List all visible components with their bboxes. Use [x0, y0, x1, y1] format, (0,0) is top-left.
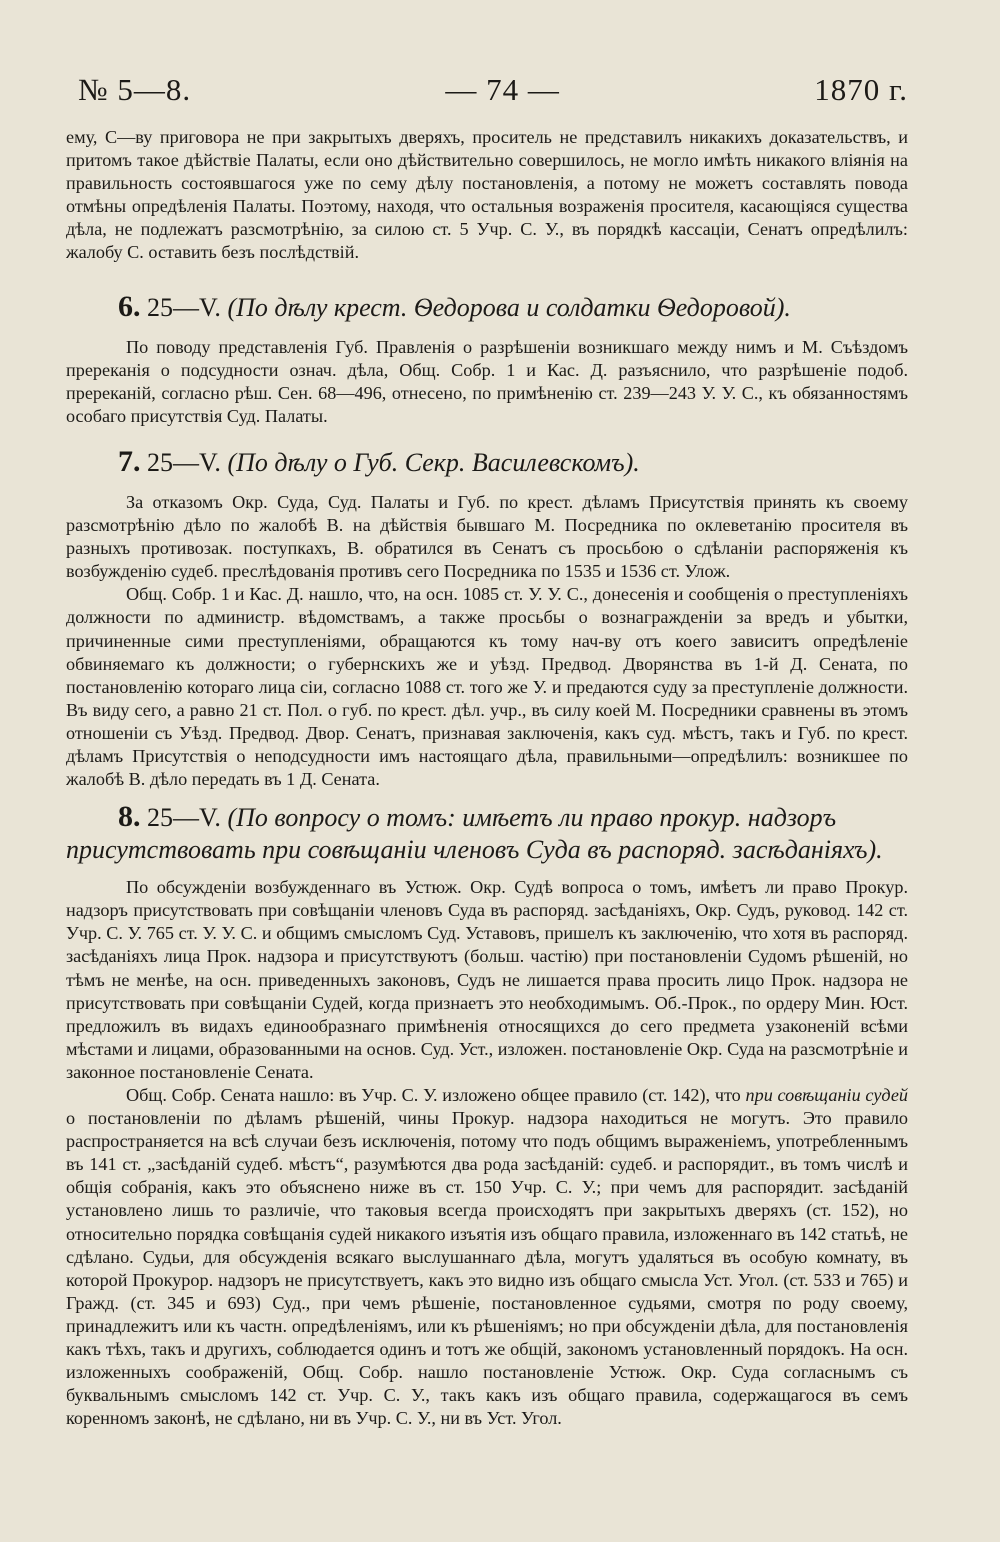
- emphasized-text: при совѣщаніи судей: [745, 1085, 908, 1105]
- section-7-paragraph-1: За отказомъ Окр. Суда, Суд. Палаты и Губ. по крест. дѣламъ Присутствія принять къ своему разсмотрѣнію дѣло по жалобѣ В. на дѣйствія бывшаго М. Посредника по оклеветанію просителя въ разныхъ противозак. поступкахъ, В. обратился въ Сенатъ съ просьбою о сдѣланіи распоряженія къ возбужденію судеб. преслѣдованія противъ сего Посредника по 1535 и 1536 ст. Улож.: [66, 491, 908, 582]
- section-heading-8: [66, 801, 908, 866]
- page-number: — 74 —: [445, 72, 560, 107]
- section-8-paragraph-1: По обсужденіи возбужденнаго въ Устюж. Окр. Судѣ вопроса о томъ, имѣетъ ли право Прокур. надзоръ присутствовать при совѣщаніи членовъ Суда въ распоряд. засѣданіяхъ, Окр. Судъ, руковод. 142 ст. Учр. С. У. 765 ст. У. У. С. и общимъ смысломъ Суд. Уставовъ, пришелъ къ заключенію, что хотя въ распоряд. засѣданіяхъ лица Прок. надзора и присутствуютъ (больш. частію) при постановленіи Судомъ рѣшеній, но тѣмъ не менѣе, на осн. приведенныхъ законовъ, Судъ не лишается права просить лицо Прок. надзора не присутствовать при совѣщаніи Судей, когда признаетъ это необходимымъ. Об.-Прок., по ордеру Мин. Юст. предложилъ въ видахъ единообразнаго примѣненія относящихся до сего предмета узаконеній всѣми мѣстами и лицами, образованными на основ. Суд. Уст., изложен. постановленіе Окр. Суда на разсмотрѣніе и законное постановленіе Сената.: [66, 877, 908, 1082]
- section-number: 7.: [118, 444, 141, 478]
- section-date: 25—V.: [140, 803, 228, 833]
- section-date: 25—V.: [140, 447, 228, 477]
- issue-number: № 5—8.: [78, 72, 192, 107]
- section-heading-6: [66, 291, 908, 324]
- paragraph-text: Общ. Собр. Сената нашло: въ Учр. С. У. изложено общее правило (ст. 142), что: [126, 1085, 746, 1105]
- section-title: (По дѣлу крест. Ѳедорова и солдатки Ѳедоровой).: [227, 292, 791, 322]
- section-title: (По вопросу о томъ: имѣетъ ли право прокур. надзоръ присутствовать при совѣщаніи членовъ Суда въ распоряд. засѣданіяхъ).: [66, 803, 883, 865]
- section-title: (По дѣлу о Губ. Секр. Василевскомъ).: [227, 447, 640, 477]
- paragraph-text: о постановленіи по дѣламъ рѣшеній, чины Прокур. надзора находиться не могутъ. Это правило распространяется на всѣ случаи безъ исключенія, потому что подъ общимъ выраженіемъ, употребленнымъ въ 141 ст. „засѣданій судеб. мѣстъ“, разумѣются два рода засѣданій: судеб. и распорядит., въ томъ числѣ и общія собранія, какъ это объяснено ниже въ ст. 150 Учр. С. У.; при чемъ для распорядит. засѣданій установлено лишь то различіе, что таковыя всегда происходятъ при закрытыхъ дверяхъ (ст. 152), но относительно порядка совѣщанія судей никакого изъятія изъ общаго правила, изложеннаго въ 142 статьѣ, не сдѣлано. Судьи, для обсужденія всякаго выслушаннаго дѣла, могутъ удаляться въ особую комнату, въ которой Прокурор. надзоръ не присутствуетъ, какъ это видно изъ общаго смысла Уст. Угол. (ст. 533 и 765) и Гражд. (ст. 345 и 693) Суд., при чемъ рѣшеніе, постановленное судьями, смотря по роду своему, принадлежитъ или къ частн. опредѣленіямъ, или къ рѣшеніямъ; но при обсужденіи дѣла, для постановленія какъ тѣхъ, такъ и другихъ, соблюдается одинъ и тотъ же общій, закономъ установленный порядокъ. На осн. изложенныхъ соображеній, Общ. Собр. нашло постановленіе Устюж. Окр. Суда согласнымъ съ буквальнымъ смысломъ 142 ст. Учр. С. У., такъ какъ изъ общаго правила, содержащагося въ семъ коренномъ законѣ, не сдѣлано, ни въ Учр. С. У., ни въ Уст. Угол.: [66, 1108, 908, 1429]
- year: 1870 г.: [814, 72, 908, 107]
- section-7-paragraph-2: Общ. Собр. 1 и Кас. Д. нашло, что, на осн. 1085 ст. У. У. С., донесенія и сообщенія о преступленіяхъ должности по администр. вѣдомствамъ, а также просьбы о вознагражденіи за вредъ и убытки, причиненные сими преступленіями, обращаются къ тому нач-ву отъ коего зависитъ опредѣленіе обвиняемаго къ должности; о губернскихъ же и уѣзд. Предвод. Дворянства въ 1-й Д. Сената, по постановленію котораго лица сіи, согласно 1088 ст. того же У. и предаются суду за преступленіе должности. Въ виду сего, а равно 21 ст. Пол. о губ. по крест. дѣл. учр., въ силу коей М. Посредники сравнены въ этомъ отношеніи съ Уѣзд. Предвод. Двор. Сенатъ, признавая заключенія, какъ суд. мѣстъ, такъ и Губ. по крест. дѣламъ Присутствія о неподсудности имъ настоящаго дѣла, правильными—опредѣлилъ: возникшее по жалобѣ В. дѣло передать въ 1 Д. Сената.: [66, 584, 908, 790]
- section-6-paragraph: По поводу представленія Губ. Правленія о разрѣшеніи возникшаго между нимъ и М. Съѣздомъ пререканія о подсудности означ. дѣла, Общ. Собр. 1 и Кас. Д. разъяснило, что разрѣшеніе подоб. пререканій, согласно рѣш. Сен. 68—496, отнесено, по примѣненію ст. 239—243 У. У. С., къ обязанностямъ особаго присутствія Суд. Палаты.: [66, 336, 908, 426]
- page-header: [66, 72, 908, 108]
- section-number: 6.: [118, 289, 141, 323]
- intro-paragraph: ему, С—ву приговора не при закрытыхъ дверяхъ, проситель не представилъ никакихъ доказательствъ, и притомъ такое дѣйствіе Палаты, если оно дѣйствительно совершилось, не могло имѣть никакого вліянія на правильность состоявшагося уже по сему дѣлу постановленія, а потому не можетъ составлять повода отмѣны опредѣленія Палаты. Поэтому, находя, что остальныя возраженія просителя, касающіяся существа дѣла, не подлежатъ разсмотрѣнію, за силою ст. 5 Учр. С. У., въ порядкѣ кассаціи, Сенатъ опредѣлилъ: жалобу С. оставить безъ послѣдствій.: [66, 127, 908, 263]
- section-number: 8.: [118, 800, 141, 834]
- section-date: 25—V.: [140, 292, 228, 322]
- section-8-paragraph-2: [66, 1084, 908, 1430]
- section-heading-7: [66, 446, 908, 479]
